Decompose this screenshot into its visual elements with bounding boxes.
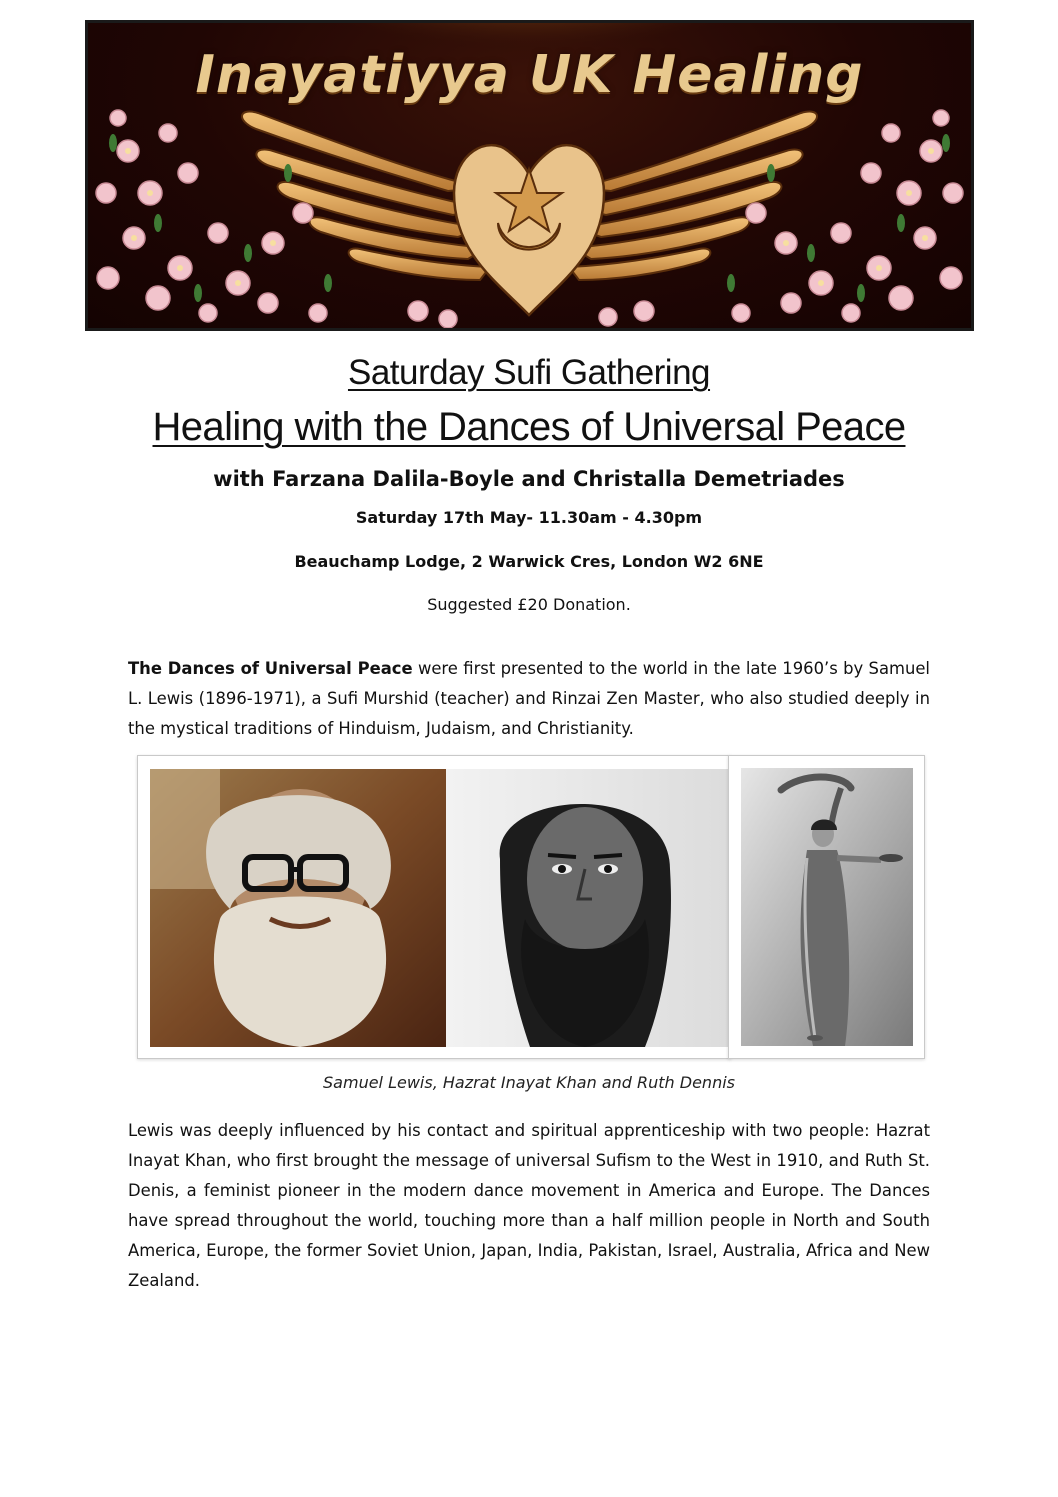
right-wing (569, 112, 817, 280)
banner-title: Inayatiyya UK Healing (195, 45, 864, 105)
date-time-line: Saturday 17th May- 11.30am - 4.30pm (355, 508, 703, 527)
gathering-heading: Saturday Sufi Gathering (347, 353, 711, 392)
intro-lead: The Dances of Universal Peace (128, 659, 413, 678)
ruth-dennis-photo (741, 768, 913, 1046)
intro-paragraph (128, 654, 930, 744)
photo-frame-right (728, 755, 925, 1059)
hosts-line: with Farzana Dalila-Boyle and Christalla Demetriades (213, 467, 845, 491)
photo-caption: Samuel Lewis, Hazrat Inayat Khan and Ruth Dennis (323, 1073, 735, 1092)
header-banner (85, 20, 974, 331)
event-title: Healing with the Dances of Universal Peace (152, 405, 906, 449)
intro-text: were first presented to the world in the late 1960’s by Samuel L. Lewis (1896-1971), a Sufi Murshid (teacher) and Rinzai Zen Master, who also studied deeply in the mystical traditions of Hinduism, Judaism, and Christianity. (128, 659, 930, 738)
photo-frame-left (137, 755, 731, 1059)
photo-strip (137, 755, 925, 1059)
hazrat-inayat-khan-photo (446, 769, 728, 1047)
donation-line: Suggested £20 Donation. (427, 595, 631, 614)
samuel-lewis-photo (150, 769, 446, 1047)
body-paragraph: Lewis was deeply influenced by his contact and spiritual apprenticeship with two people: Hazrat Inayat Khan, who first brought the message of universal Sufism to the West in 1910, and Ruth St. Denis, a feminist pioneer in the modern dance movement in America and Europe. The Dances have spread throughout the world, touching more than a half million people in North and South America, Europe, the former Soviet Union, Japan, India, Pakistan, Israel, Australia, Africa and New Zealand. (128, 1121, 930, 1290)
venue-line: Beauchamp Lodge, 2 Warwick Cres, London W2 6NE (294, 552, 764, 571)
